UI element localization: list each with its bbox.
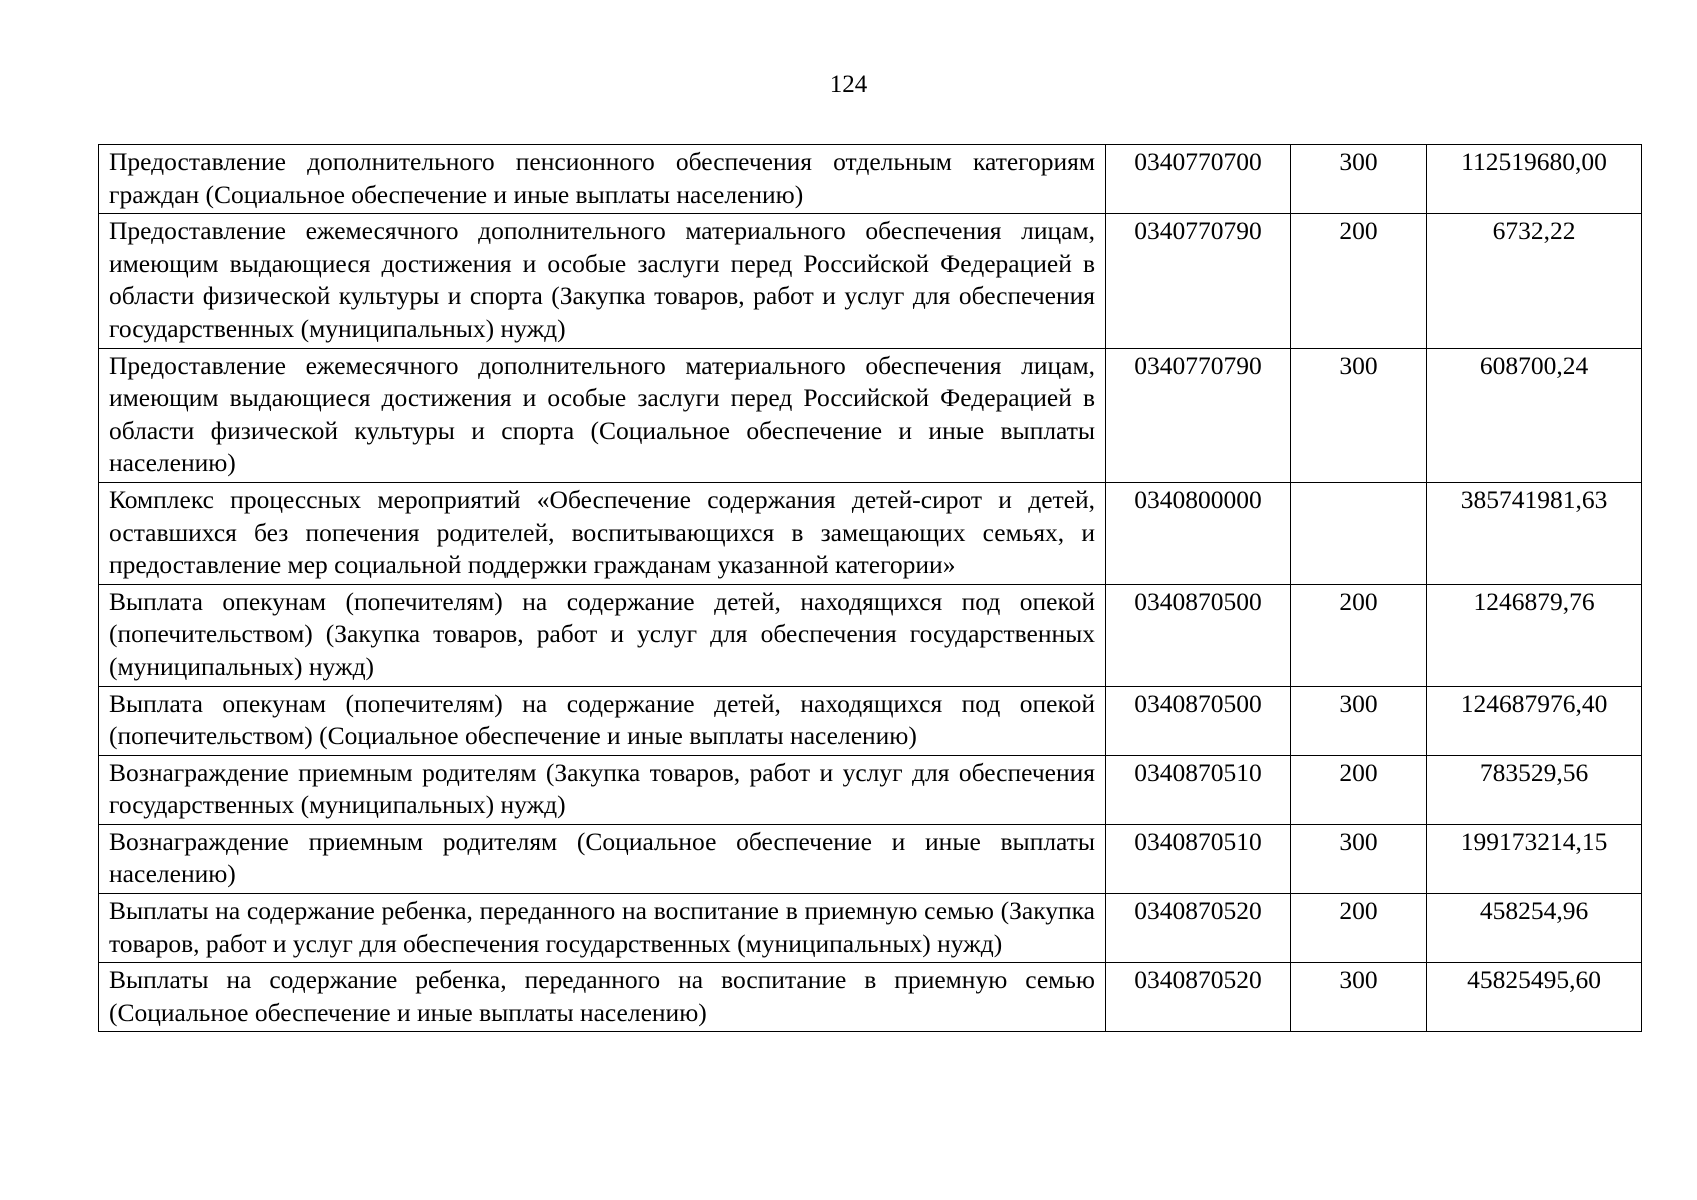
row-sum: 385741981,63	[1427, 482, 1642, 584]
budget-table	[98, 144, 1642, 1032]
table-row	[99, 963, 1642, 1032]
row-type: 200	[1291, 894, 1427, 963]
row-sum: 45825495,60	[1427, 963, 1642, 1032]
row-name: Вознаграждение приемным родителям (Закупка товаров, работ и услуг для обеспечения государственных (муниципальных) нужд)	[99, 755, 1106, 824]
row-name: Предоставление ежемесячного дополнительного материального обеспечения лицам, имеющим выдающиеся достижения и особые заслуги перед Российской Федерацией в области физической культуры и спорта (Закупка товаров, работ и услуг для обеспечения государственных (муниципальных) нужд)	[99, 214, 1106, 348]
row-name: Предоставление ежемесячного дополнительного материального обеспечения лицам, имеющим выдающиеся достижения и особые заслуги перед Российской Федерацией в области физической культуры и спорта (Социальное обеспечение и иные выплаты населению)	[99, 348, 1106, 482]
table-row	[99, 755, 1642, 824]
row-type: 300	[1291, 686, 1427, 755]
row-code: 0340770790	[1106, 214, 1291, 348]
row-type: 200	[1291, 584, 1427, 686]
row-name: Выплаты на содержание ребенка, переданного на воспитание в приемную семью (Закупка товаров, работ и услуг для обеспечения государственных (муниципальных) нужд)	[99, 894, 1106, 963]
row-sum: 112519680,00	[1427, 145, 1642, 214]
row-code: 0340770790	[1106, 348, 1291, 482]
row-name: Выплата опекунам (попечителям) на содержание детей, находящихся под опекой (попечительством) (Закупка товаров, работ и услуг для обеспечения государственных (муниципальных) нужд)	[99, 584, 1106, 686]
table-row	[99, 482, 1642, 584]
row-sum: 458254,96	[1427, 894, 1642, 963]
row-code: 0340870500	[1106, 584, 1291, 686]
row-name: Выплата опекунам (попечителям) на содержание детей, находящихся под опекой (попечительством) (Социальное обеспечение и иные выплаты населению)	[99, 686, 1106, 755]
row-type: 300	[1291, 145, 1427, 214]
table-row	[99, 894, 1642, 963]
row-name: Предоставление дополнительного пенсионного обеспечения отдельным категориям граждан (Социальное обеспечение и иные выплаты населению)	[99, 145, 1106, 214]
row-code: 0340770700	[1106, 145, 1291, 214]
row-code: 0340870510	[1106, 824, 1291, 893]
row-name: Комплекс процессных мероприятий «Обеспечение содержания детей-сирот и детей, оставшихся без попечения родителей, воспитывающихся в замещающих семьях, и предоставление мер социальной поддержки гражданам указанной категории»	[99, 482, 1106, 584]
row-type: 200	[1291, 755, 1427, 824]
row-type	[1291, 482, 1427, 584]
row-type: 300	[1291, 824, 1427, 893]
table-row	[99, 348, 1642, 482]
row-type: 300	[1291, 348, 1427, 482]
row-sum: 199173214,15	[1427, 824, 1642, 893]
row-code: 0340870520	[1106, 963, 1291, 1032]
row-name: Вознаграждение приемным родителям (Социальное обеспечение и иные выплаты населению)	[99, 824, 1106, 893]
row-code: 0340870520	[1106, 894, 1291, 963]
row-sum: 124687976,40	[1427, 686, 1642, 755]
row-code: 0340870500	[1106, 686, 1291, 755]
row-sum: 6732,22	[1427, 214, 1642, 348]
table-row	[99, 824, 1642, 893]
row-type: 200	[1291, 214, 1427, 348]
row-type: 300	[1291, 963, 1427, 1032]
table-row	[99, 214, 1642, 348]
row-code: 0340800000	[1106, 482, 1291, 584]
table-row	[99, 686, 1642, 755]
page-number: 124	[829, 71, 868, 98]
row-code: 0340870510	[1106, 755, 1291, 824]
row-name: Выплаты на содержание ребенка, переданного на воспитание в приемную семью (Социальное обеспечение и иные выплаты населению)	[99, 963, 1106, 1032]
table-row	[99, 584, 1642, 686]
row-sum: 1246879,76	[1427, 584, 1642, 686]
row-sum: 783529,56	[1427, 755, 1642, 824]
row-sum: 608700,24	[1427, 348, 1642, 482]
table-row	[99, 145, 1642, 214]
